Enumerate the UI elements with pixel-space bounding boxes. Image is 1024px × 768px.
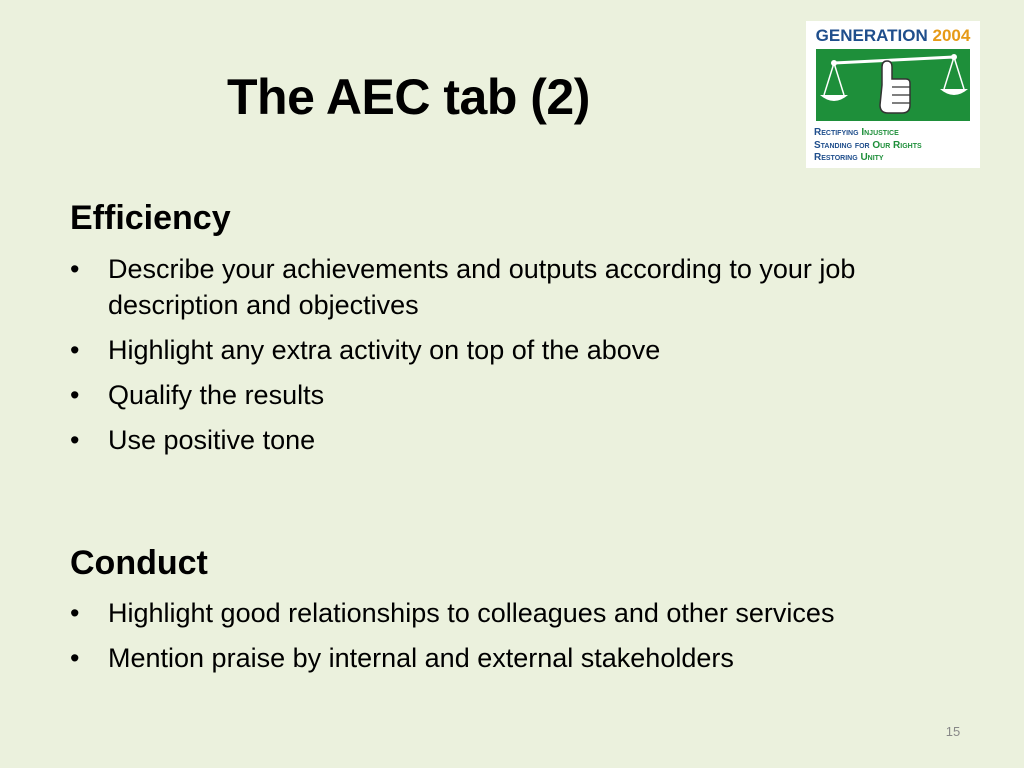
logo-title-year: 2004 (932, 26, 971, 45)
bullet-item: • Highlight any extra activity on top of the above (70, 332, 970, 368)
slide-title: The AEC tab (2) (227, 69, 590, 125)
efficiency-bullet-list (70, 251, 970, 467)
bullet-icon: • (70, 335, 80, 365)
bullet-item: • Describe your achievements and outputs according to your job description and objectives (70, 251, 970, 323)
scales-of-justice-icon (816, 49, 970, 121)
logo-slogan (814, 127, 976, 165)
conduct-bullet-list (70, 595, 1010, 685)
bullet-icon: • (70, 598, 80, 628)
bullet-icon: • (70, 425, 80, 455)
bullet-item: • Mention praise by internal and external stakeholders (70, 640, 1010, 676)
page-number: 15 (945, 724, 961, 739)
section-heading-conduct: Conduct (70, 544, 208, 582)
logo-slogan-line: Restoring Unity (814, 152, 884, 163)
section-heading-efficiency: Efficiency (70, 199, 231, 237)
bullet-icon: • (70, 380, 80, 410)
bullet-icon: • (70, 643, 80, 673)
generation-2004-logo (806, 21, 980, 168)
logo-scales-panel (816, 49, 970, 121)
bullet-item: • Qualify the results (70, 377, 970, 413)
bullet-item: • Use positive tone (70, 422, 970, 458)
bullet-item: • Highlight good relationships to colleagues and other services (70, 595, 1010, 631)
bullet-icon: • (70, 254, 80, 284)
logo-slogan-line: Rectifying Injustice (814, 127, 899, 138)
logo-title-word: GENERATION (815, 26, 928, 45)
logo-title (806, 25, 980, 47)
logo-slogan-line: Standing for Our Rights (814, 139, 922, 151)
